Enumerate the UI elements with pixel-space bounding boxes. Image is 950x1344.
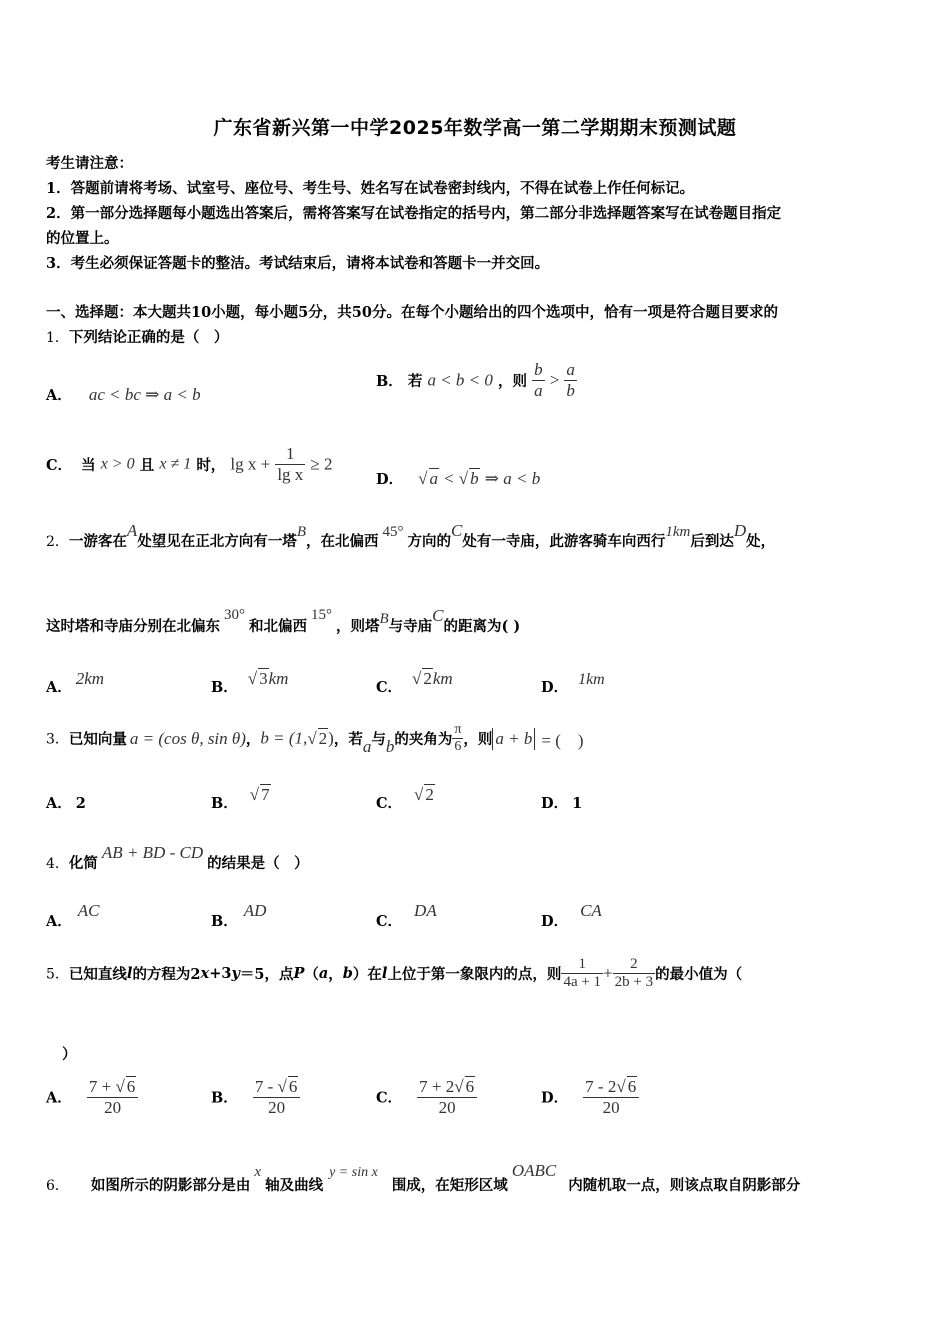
paren: ) bbox=[328, 728, 334, 748]
angle-15: 15° bbox=[311, 607, 332, 623]
question-number: 3． bbox=[46, 731, 69, 748]
sqrt-7: 7 bbox=[261, 785, 270, 804]
question-text: （ bbox=[304, 966, 319, 983]
vector-b: b = (1, bbox=[260, 728, 308, 748]
question-text: ＝5，点 bbox=[239, 966, 294, 983]
option-label: A． bbox=[46, 795, 72, 812]
var-a: a bbox=[318, 965, 329, 982]
question-text: ，则塔 bbox=[336, 618, 380, 635]
option-label: D． bbox=[541, 1089, 569, 1107]
notice-item-3: 3．考生必须保证答题卡的整洁。考试结束后，请将本试卷和答题卡一并交回。 bbox=[46, 255, 550, 272]
q5-option-b[interactable] bbox=[211, 1076, 300, 1118]
question-text: 的方程为2 bbox=[132, 966, 201, 983]
question-text: 化简 bbox=[68, 855, 98, 872]
unit: km bbox=[268, 669, 289, 688]
line-l: l bbox=[126, 965, 133, 982]
math-expression: x > 0 bbox=[100, 455, 135, 473]
option-label: A． bbox=[46, 1089, 72, 1107]
option-label: C． bbox=[46, 457, 73, 474]
sqrt-3: 3 bbox=[259, 669, 268, 688]
question-text: 与 bbox=[371, 731, 386, 748]
question-number: 1． bbox=[46, 330, 69, 346]
question-text: 后到达 bbox=[690, 533, 734, 550]
question-text: 已知直线 bbox=[68, 966, 127, 983]
q2-option-a[interactable] bbox=[46, 668, 105, 696]
fraction-2-over-2b-plus-3: $\frac{2}{2b + 3}$ bbox=[614, 956, 654, 990]
q2-option-c[interactable]: C． √ 2km bbox=[376, 669, 453, 696]
option-text: 时， bbox=[196, 457, 226, 474]
option-label: A． bbox=[46, 913, 72, 930]
question-text: 上位于第一象限内的点，则 bbox=[387, 966, 562, 983]
fraction-one-over-lgx: $\frac{1}{\text{lg x}}$ bbox=[277, 444, 304, 484]
option-label: C． bbox=[376, 913, 403, 930]
rect-oabc: OABC bbox=[511, 1161, 557, 1180]
q3-option-c[interactable]: C． √ 2 bbox=[376, 785, 434, 812]
question-text: 方向的 bbox=[407, 533, 451, 550]
question-text: 处望见在正北方向有一塔 bbox=[137, 533, 297, 550]
q2-option-b[interactable]: B． √ 3km bbox=[211, 669, 289, 696]
fraction-option: $\frac{7 - 2√ 6}{20}$ bbox=[583, 1076, 639, 1118]
option-value: DA bbox=[414, 901, 437, 920]
option-text: 且 bbox=[139, 457, 155, 474]
option-value: 2km bbox=[75, 669, 105, 688]
sqrt-2: 2 bbox=[423, 669, 432, 688]
section-header: 一、选择题：本大题共10小题，每小题5分，共50分。在每个小题给出的四个选项中，恰有一项是符合题目要求的 bbox=[46, 304, 778, 321]
fraction-a-over-b: $\frac{a}{b}$ bbox=[566, 360, 575, 400]
question-text: 已知向量 bbox=[68, 731, 127, 748]
vector-a-symbol: a bbox=[362, 736, 372, 756]
question-text: 下列结论正确的是（ ） bbox=[68, 329, 229, 346]
question-text: +3 bbox=[209, 965, 232, 982]
fraction-1-over-4a-plus-1: $\frac{1}{4a + 1}$ bbox=[563, 956, 602, 990]
question-text: 和北偏西 bbox=[249, 618, 307, 635]
question-5-close-paren: ） bbox=[62, 1046, 77, 1063]
question-text: 与寺庙 bbox=[388, 618, 433, 635]
point-b: B bbox=[296, 524, 306, 540]
point-a: A bbox=[126, 521, 138, 540]
question-2-stem-line-2 bbox=[46, 606, 521, 636]
question-text: ， bbox=[245, 731, 261, 748]
option-label: B． bbox=[211, 913, 238, 930]
var-x: x bbox=[200, 965, 210, 982]
question-text: 处， bbox=[746, 533, 776, 550]
q4-option-a[interactable] bbox=[46, 900, 100, 930]
question-2-stem-line-1 bbox=[46, 521, 776, 551]
math-expression: x ≠ 1 bbox=[159, 455, 192, 473]
math-expression: ≥ 2 bbox=[310, 454, 333, 474]
question-text: 如图所示的阴影部分是由 bbox=[90, 1177, 251, 1194]
option-value: AD bbox=[243, 901, 267, 920]
q3-option-d[interactable] bbox=[541, 792, 582, 813]
question-text: ，若 bbox=[333, 731, 363, 748]
point-b: B bbox=[379, 611, 389, 627]
option-label: D． bbox=[541, 679, 569, 696]
option-label: D． bbox=[541, 913, 569, 930]
sqrt-2: 2 bbox=[318, 729, 328, 748]
question-5-stem bbox=[46, 956, 742, 991]
option-value: 2 bbox=[75, 795, 86, 812]
sqrt-a: a bbox=[429, 469, 439, 488]
angle-45: 45° bbox=[382, 524, 404, 540]
question-text: ，则 bbox=[463, 731, 493, 748]
fraction-option: $\frac{7 + 2√ 6}{20}$ bbox=[417, 1076, 477, 1118]
question-number: 2． bbox=[46, 534, 69, 550]
var-y: y bbox=[231, 965, 240, 982]
option-value: CA bbox=[580, 901, 602, 920]
fraction-option: $\frac{7 + √ 6}{20}$ bbox=[87, 1076, 138, 1118]
point-d: D bbox=[733, 521, 747, 540]
q3-option-b[interactable]: B． √ 7 bbox=[211, 785, 270, 812]
q3-option-a[interactable] bbox=[46, 784, 86, 812]
line-l: l bbox=[381, 965, 388, 982]
q4-option-c[interactable] bbox=[376, 900, 437, 930]
point-p: P bbox=[293, 965, 305, 982]
option-label: D． bbox=[376, 471, 404, 488]
question-number: 5． bbox=[46, 966, 69, 983]
question-6-stem bbox=[46, 1160, 801, 1194]
option-text: 当 bbox=[81, 457, 96, 474]
question-4-stem bbox=[46, 842, 309, 872]
q1-option-c[interactable] bbox=[46, 444, 332, 485]
option-label: B． bbox=[211, 679, 238, 696]
sqrt-2: 2 bbox=[425, 785, 434, 804]
option-label: A． bbox=[46, 679, 72, 696]
math-expression: a < b < 0 bbox=[427, 370, 493, 390]
question-text: 内随机取一点，则该点取自阴影部分 bbox=[568, 1177, 801, 1194]
question-3-stem: 3．已知向量 a = (cos θ, sin θ)，b = (1,√ 2)，若a与b的夹角为 $\frac{\pi}{6}$ ，则 a + b = ( ) bbox=[46, 722, 584, 756]
question-number: 6． bbox=[46, 1178, 69, 1194]
option-label: B． bbox=[376, 373, 403, 390]
question-text: 的最小值为（ bbox=[655, 966, 743, 983]
question-text: 围成，在矩形区域 bbox=[391, 1177, 508, 1194]
math-expression: ac < bc ⇒ a < b bbox=[88, 385, 201, 404]
question-text: 轴及曲线 bbox=[265, 1177, 324, 1194]
question-text: ， bbox=[328, 966, 343, 983]
plus-sign: + bbox=[603, 963, 613, 983]
option-text: 若 bbox=[407, 373, 423, 390]
option-text: ，则 bbox=[498, 373, 527, 390]
option-label: C． bbox=[376, 795, 403, 812]
math-expression: ⇒ a < b bbox=[484, 469, 541, 488]
option-label: A． bbox=[46, 387, 72, 404]
notice-heading: 考生请注意： bbox=[46, 155, 133, 172]
vector-b-symbol: b bbox=[385, 736, 395, 756]
q5-option-a[interactable] bbox=[46, 1076, 138, 1118]
option-label: B． bbox=[211, 1089, 238, 1107]
q4-option-d[interactable] bbox=[541, 900, 602, 930]
question-text: 一游客在 bbox=[68, 533, 127, 550]
question-number: 4． bbox=[46, 856, 69, 872]
vector-expression: AB + BD - CD bbox=[101, 843, 204, 862]
q5-option-d[interactable] bbox=[541, 1076, 639, 1118]
fraction-b-over-a: $\frac{b}{a}$ bbox=[534, 360, 543, 400]
vector-a: a = (cos θ, sin θ) bbox=[129, 728, 246, 748]
notice-item-2-line-2: 的位置上。 bbox=[46, 230, 119, 247]
q1-option-d[interactable]: D． √ a < √ b ⇒ a < b bbox=[376, 469, 541, 488]
question-text: ，在北偏西 bbox=[305, 533, 379, 550]
point-c: C bbox=[450, 521, 463, 540]
q2-option-d[interactable] bbox=[541, 668, 605, 696]
page-title: 广东省新兴第一中学2025年数学高一第二学期期末预测试题 bbox=[213, 117, 737, 139]
option-label: B． bbox=[211, 795, 238, 812]
q4-option-b[interactable] bbox=[211, 900, 267, 930]
q1-option-a[interactable] bbox=[46, 384, 201, 405]
option-value: AC bbox=[77, 901, 100, 920]
question-text: 处有一寺庙，此游客骑车向西行 bbox=[462, 533, 666, 550]
option-label: C． bbox=[376, 679, 403, 696]
answer-blank: = ( ) bbox=[541, 731, 584, 750]
option-label: D． bbox=[541, 795, 569, 812]
notice-item-1: 1．答题前请将考场、试室号、座位号、考生号、姓名写在试卷密封线内，不得在试卷上作任何标记。 bbox=[46, 180, 695, 197]
question-text: ）在 bbox=[352, 966, 382, 983]
angle-30: 30° bbox=[224, 607, 245, 623]
q5-option-c[interactable] bbox=[376, 1076, 477, 1118]
point-c: C bbox=[432, 606, 444, 625]
sqrt-b: b bbox=[470, 469, 479, 488]
question-text: 的夹角为 bbox=[394, 731, 453, 748]
var-b: b bbox=[342, 965, 353, 982]
greater-than: > bbox=[549, 370, 560, 390]
abs-expression: a + b bbox=[495, 728, 533, 748]
question-1-stem bbox=[46, 326, 228, 347]
unit: km bbox=[432, 669, 453, 688]
question-text: 的距离为( ) bbox=[443, 618, 521, 635]
question-text: 的结果是（ ） bbox=[207, 855, 309, 872]
q1-option-b[interactable] bbox=[376, 360, 577, 401]
fraction-option: $\frac{7 - √ 6}{20}$ bbox=[253, 1076, 301, 1118]
option-value: 1km bbox=[578, 671, 605, 688]
var-x: x bbox=[254, 1164, 262, 1180]
notice-item-2-line-1: 2．第一部分选择题每小题选出答案后，需将答案写在试卷指定的括号内，第二部分非选择题答案写在试卷题目指定 bbox=[46, 205, 782, 222]
curve-sin: y = sin x bbox=[329, 1165, 378, 1180]
math-expression: lg x + bbox=[230, 454, 271, 474]
option-label: C． bbox=[376, 1089, 403, 1107]
option-value: 1 bbox=[572, 795, 583, 812]
distance-1km: 1km bbox=[665, 524, 691, 540]
less-than: < bbox=[444, 469, 454, 488]
question-text: 这时塔和寺庙分别在北偏东 bbox=[46, 618, 220, 635]
fraction-pi-over-6: $\frac{\pi}{6}$ bbox=[454, 722, 462, 754]
